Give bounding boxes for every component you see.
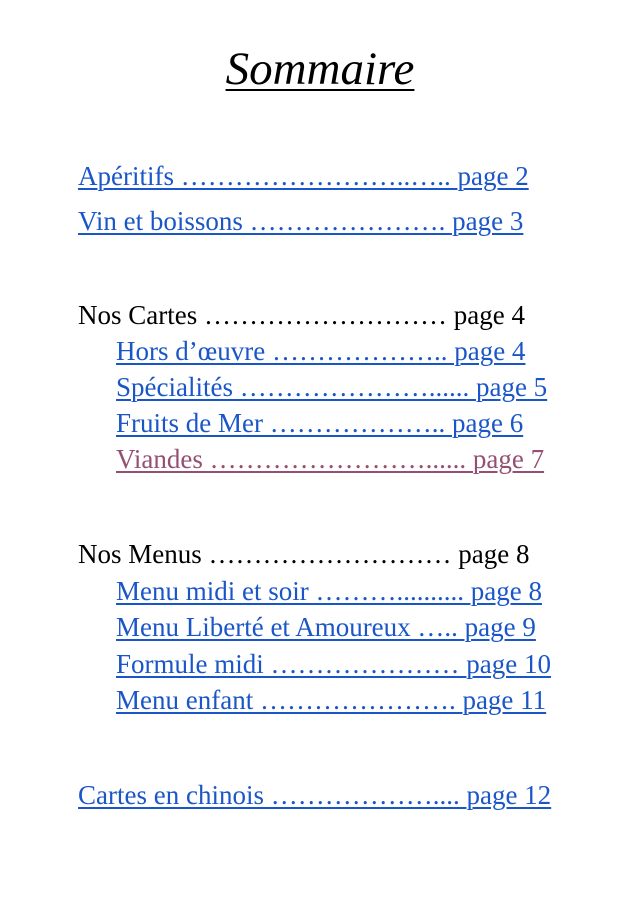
toc-link-menu-liberte-et-amoureux[interactable]: Menu Liberté et Amoureux ….. page 9	[116, 612, 536, 642]
toc-link-cartes-en-chinois[interactable]: Cartes en chinois ……………….... page 12	[78, 780, 552, 810]
toc-section-nos-cartes: Nos Cartes ……………………… page 4	[78, 300, 525, 330]
toc-link-hors-doeuvre[interactable]: Hors d’œuvre ……………….. page 4	[116, 336, 526, 366]
toc-link-formule-midi[interactable]: Formule midi ………………… page 10	[116, 649, 551, 679]
page-title: Sommaire	[225, 43, 415, 95]
toc-link-vin-et-boissons[interactable]: Vin et boissons …………………. page 3	[78, 206, 524, 236]
toc-link-aperitifs[interactable]: Apéritifs ……………………..….. page 2	[78, 161, 529, 191]
toc-link-specialites[interactable]: Spécialités …………………...... page 5	[116, 372, 548, 402]
toc-link-fruits-de-mer[interactable]: Fruits de Mer ……………….. page 6	[116, 408, 524, 438]
toc-link-viandes[interactable]: Viandes ……………………...... page 7	[116, 444, 545, 474]
toc-section-nos-menus: Nos Menus ……………………… page 8	[78, 539, 530, 569]
toc-link-menu-enfant[interactable]: Menu enfant …………………. page 11	[116, 685, 547, 715]
toc-link-menu-midi-et-soir[interactable]: Menu midi et soir ……….......... page 8	[116, 576, 542, 606]
